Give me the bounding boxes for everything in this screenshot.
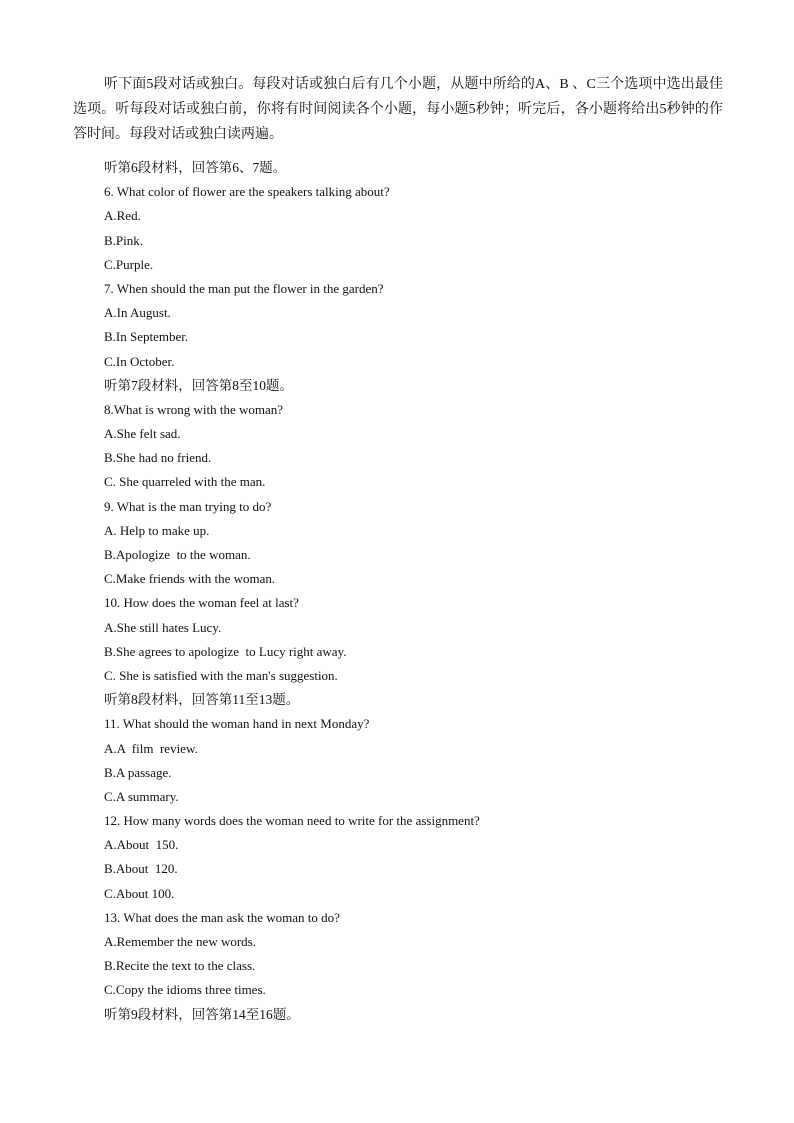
option: B.In September. <box>104 329 189 345</box>
question-6: 6. What color of flower are the speakers talking about? <box>104 184 390 200</box>
question-7: 7. When should the man put the flower in the garden? <box>104 280 384 296</box>
option: C. She quarreled with the man. <box>104 474 266 490</box>
option: A.Remember the new words. <box>104 934 256 949</box>
question-11: 11. What should the woman hand in next Monday? <box>104 716 370 732</box>
question-9: 9. What is the man trying to do? <box>104 498 272 514</box>
option: C.A summary. <box>104 788 179 804</box>
option: B.Pink. <box>104 232 144 248</box>
option: A.A film review. <box>104 740 198 756</box>
question-8: 8.What is wrong with the woman? <box>104 401 284 417</box>
option: A.She felt sad. <box>104 426 181 442</box>
section-heading: 听第8段材料，回答第11至13题。 <box>104 692 300 708</box>
section-heading: 听第9段材料，回答第14至16题。 <box>104 1006 300 1022</box>
instructions-paragraph: 听下面5段对话或独白。每段对话或独白后有几个小题，从题中所给的A、B 、C三个选项中选出最佳选项。听每段对话或独白前，你将有时间阅读各个小题，每小题5秒钟；听完后，各小题将给出5秒钟的作答时间。每段对话或独白读两遍。 <box>73 77 723 142</box>
question-12: 12. How many words does the woman need to write for the assignment? <box>104 813 480 829</box>
option: C. She is satisfied with the man's suggestion. <box>104 667 338 683</box>
option: C.Copy the idioms three times. <box>104 982 266 998</box>
option: B.She agrees to apologize to Lucy right away. <box>104 643 347 659</box>
option: C.In October. <box>104 353 175 369</box>
section-heading: 听第7段材料，回答第8至10题。 <box>104 377 293 393</box>
option: A.Red. <box>104 208 141 224</box>
option: A.About 150. <box>104 837 179 853</box>
option: C.Make friends with the woman. <box>104 571 276 587</box>
option: B.A passage. <box>104 764 172 780</box>
option: B.About 120. <box>104 861 178 877</box>
question-10: 10. How does the woman feel at last? <box>104 595 299 611</box>
option: B.Recite the text to the class. <box>104 958 256 974</box>
question-list <box>104 156 744 1027</box>
option: A. Help to make up. <box>104 522 210 538</box>
option: A.In August. <box>104 305 171 321</box>
option: B.She had no friend. <box>104 450 212 466</box>
question-13: 13. What does the man ask the woman to do? <box>104 909 340 925</box>
option: C.Purple. <box>104 256 154 272</box>
section-heading: 听第6段材料，回答第6、7题。 <box>104 160 287 175</box>
option: A.She still hates Lucy. <box>104 619 222 635</box>
option: B.Apologize to the woman. <box>104 547 251 562</box>
option: C.About 100. <box>104 885 175 901</box>
